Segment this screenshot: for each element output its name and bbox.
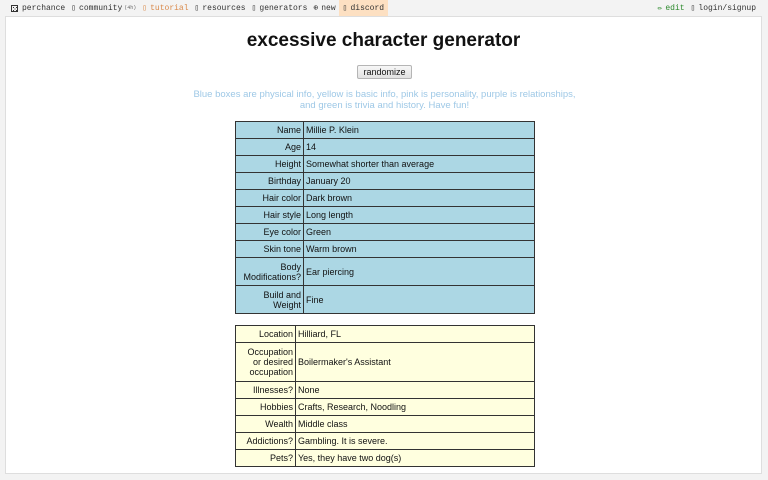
top-nav-bar bbox=[0, 0, 768, 16]
nav-new-label: new bbox=[321, 3, 336, 13]
row-label: Body Modifications? bbox=[236, 258, 304, 286]
table-row bbox=[236, 258, 535, 286]
table-row bbox=[236, 343, 535, 382]
row-label: Name bbox=[236, 122, 304, 139]
nav-edit-label: edit bbox=[665, 3, 685, 13]
nav-community-label: community bbox=[79, 3, 123, 13]
list-icon: ▯ bbox=[251, 4, 257, 13]
folder-icon: ▯ bbox=[194, 4, 200, 13]
table-row bbox=[236, 416, 535, 433]
page-title: excessive character generator bbox=[246, 30, 521, 51]
basic-info-table bbox=[235, 325, 535, 467]
nav-tutorial[interactable] bbox=[139, 0, 191, 16]
row-value: Fine bbox=[304, 286, 535, 314]
chat-icon: ▯ bbox=[342, 4, 348, 13]
intro-text: Blue boxes are physical info, yellow is basic info, pink is personality, purple is relationships, and green is trivia and history. Have fun! bbox=[193, 89, 576, 111]
row-value: January 20 bbox=[304, 173, 535, 190]
row-value: Ear piercing bbox=[304, 258, 535, 286]
row-label: Wealth bbox=[236, 416, 296, 433]
nav-discord-label: discord bbox=[350, 3, 385, 13]
table-row bbox=[236, 399, 535, 416]
row-label: Age bbox=[236, 139, 304, 156]
row-label: Occupation or desired occupation bbox=[236, 343, 296, 382]
top-nav-right bbox=[655, 0, 768, 16]
nav-perchance[interactable] bbox=[8, 0, 68, 16]
table-row bbox=[236, 139, 535, 156]
table-row bbox=[236, 173, 535, 190]
row-label: Height bbox=[236, 156, 304, 173]
row-value: Warm brown bbox=[304, 241, 535, 258]
row-label: Birthday bbox=[236, 173, 304, 190]
table-row bbox=[236, 241, 535, 258]
physical-info-table bbox=[235, 121, 535, 314]
book-icon: ▯ bbox=[142, 4, 148, 13]
nav-resources[interactable] bbox=[192, 0, 249, 16]
row-value: Boilermaker's Assistant bbox=[296, 343, 535, 382]
table-row bbox=[236, 450, 535, 467]
nav-new[interactable] bbox=[310, 0, 338, 16]
nav-tutorial-label: tutorial bbox=[150, 3, 189, 13]
table-row bbox=[236, 190, 535, 207]
row-label: Hair color bbox=[236, 190, 304, 207]
row-value: Dark brown bbox=[304, 190, 535, 207]
row-value: Yes, they have two dog(s) bbox=[296, 450, 535, 467]
row-label: Location bbox=[236, 326, 296, 343]
table-row bbox=[236, 433, 535, 450]
row-value: Gambling. It is severe. bbox=[296, 433, 535, 450]
nav-discord[interactable] bbox=[339, 0, 388, 16]
row-label: Build and Weight bbox=[236, 286, 304, 314]
row-value: Millie P. Klein bbox=[304, 122, 535, 139]
row-value: 14 bbox=[304, 139, 535, 156]
nav-community[interactable] bbox=[68, 0, 139, 16]
table-row bbox=[236, 122, 535, 139]
dice-icon bbox=[11, 5, 18, 12]
table-row bbox=[236, 382, 535, 399]
row-value: Long length bbox=[304, 207, 535, 224]
table-row bbox=[236, 207, 535, 224]
randomize-button[interactable]: randomize bbox=[357, 65, 412, 79]
generator-output-panel bbox=[5, 16, 762, 474]
row-value: Somewhat shorter than average bbox=[304, 156, 535, 173]
people-icon: ▯ bbox=[71, 4, 77, 13]
table-row bbox=[236, 156, 535, 173]
nav-generators[interactable] bbox=[249, 0, 311, 16]
row-label: Addictions? bbox=[236, 433, 296, 450]
row-value: Green bbox=[304, 224, 535, 241]
row-label: Hair style bbox=[236, 207, 304, 224]
nav-resources-label: resources bbox=[202, 3, 246, 13]
nav-login[interactable] bbox=[688, 0, 759, 16]
nav-generators-label: generators bbox=[259, 3, 308, 13]
row-value: Middle class bbox=[296, 416, 535, 433]
row-label: Illnesses? bbox=[236, 382, 296, 399]
row-label: Pets? bbox=[236, 450, 296, 467]
row-label: Hobbies bbox=[236, 399, 296, 416]
row-value: Hilliard, FL bbox=[296, 326, 535, 343]
row-value: Crafts, Research, Noodling bbox=[296, 399, 535, 416]
row-label: Skin tone bbox=[236, 241, 304, 258]
pencil-icon: ✏ bbox=[657, 4, 663, 13]
table-row bbox=[236, 326, 535, 343]
nav-edit[interactable] bbox=[655, 0, 688, 16]
top-nav-left bbox=[0, 0, 388, 16]
table-row bbox=[236, 224, 535, 241]
nav-perchance-label: perchance bbox=[22, 3, 66, 13]
table-row bbox=[236, 286, 535, 314]
user-icon: ▯ bbox=[690, 4, 696, 13]
community-badge: (4h) bbox=[124, 5, 137, 11]
plus-circle-icon: ⊕ bbox=[313, 4, 319, 13]
row-value: None bbox=[296, 382, 535, 399]
nav-login-label: login/signup bbox=[698, 3, 756, 13]
row-label: Eye color bbox=[236, 224, 304, 241]
